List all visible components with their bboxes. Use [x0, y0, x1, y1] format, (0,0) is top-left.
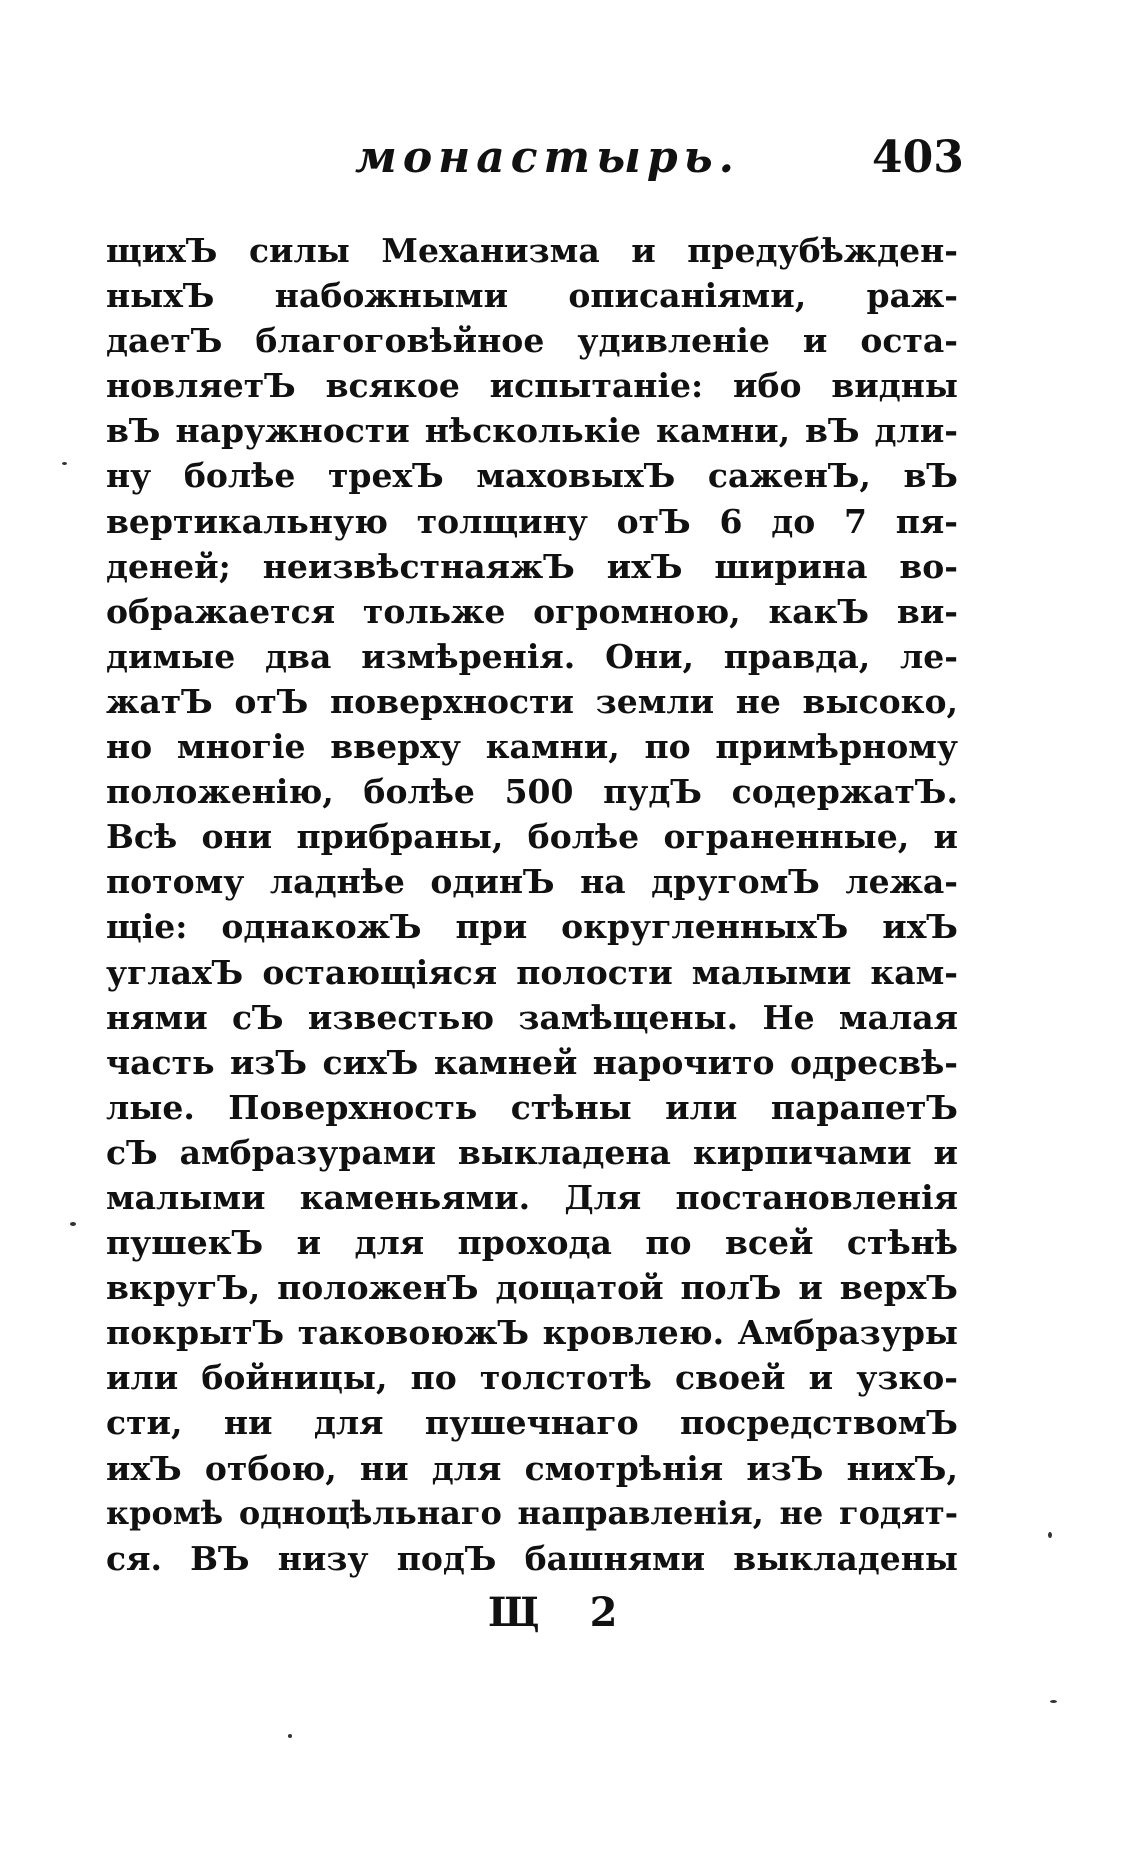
text-line: вкругЪ, положенЪ дощатой полЪ и верхЪ [106, 1268, 958, 1308]
text-line: сти, ни для пушечнаго посредствомЪ [106, 1403, 958, 1443]
print-speck [1050, 1700, 1057, 1703]
print-speck [62, 462, 67, 465]
text-line: даетЪ благоговѣйное удивленiе и оста- [106, 321, 958, 361]
text-line: Всѣ они прибраны, болѣе ограненные, и [106, 817, 958, 857]
text-line: часть изЪ сихЪ камней нарочито одресвѣ- [106, 1042, 958, 1082]
page-number: 403 [872, 132, 964, 183]
print-speck [288, 1734, 292, 1738]
text-line: положенiю, болѣе 500 пудЪ содержатЪ. [106, 772, 958, 812]
text-line: кромѣ одноцѣльнаго направленiя, не годят- [106, 1493, 958, 1532]
text-line: потому ладнѣе одинЪ на другомЪ лежа- [106, 862, 958, 902]
text-line: деней; неизвѣстнаяжЪ ихЪ ширина во- [106, 546, 958, 586]
text-line: новляетЪ всякое испытанiе: ибо видны [106, 366, 958, 406]
text-line: ихЪ отбою, ни для смотрѣнiя изЪ нихЪ, [106, 1448, 958, 1488]
text-line: щiе: однакожЪ при округленныхЪ ихЪ [106, 907, 958, 947]
text-line: сЪ амбразурами выкладена кирпичами и [106, 1132, 958, 1172]
text-line: или бойницы, по толстотѣ своей и узко- [106, 1358, 958, 1398]
text-line: но многiе вверху камни, по примѣрному [106, 727, 958, 767]
text-line: пушекЪ и для прохода по всей стѣнѣ [106, 1223, 958, 1263]
text-line: ныхЪ набожными описанiями, раж- [106, 276, 958, 316]
text-line: лые. Поверхность стѣны или парапетЪ [106, 1087, 958, 1127]
text-line: ся. ВЪ низу подЪ башнями выкладены [106, 1538, 958, 1578]
running-head [0, 128, 1140, 198]
body-text [106, 228, 958, 1581]
text-line: вертикальную толщину отЪ 6 до 7 пя- [106, 501, 958, 541]
text-line: вЪ наружности нѣсколькiе камни, вЪ дли- [106, 411, 958, 451]
text-line: ображается тольже огромною, какЪ ви- [106, 591, 958, 631]
text-line: димые два измѣренiя. Они, правда, ле- [106, 636, 958, 676]
text-line: жатЪ отЪ поверхности земли не высоко, [106, 681, 958, 721]
signature-mark: Щ 2 [488, 1589, 636, 1636]
text-line: щихЪ силы Механизма и предубѣжден- [106, 231, 958, 270]
text-line: углахЪ остающiяся полости малыми кам- [106, 952, 958, 992]
text-line: нями сЪ известью замѣщены. Не малая [106, 997, 958, 1037]
text-line: ну болѣе трехЪ маховыхЪ саженЪ, вЪ [106, 456, 958, 496]
print-speck [1048, 1532, 1052, 1538]
print-speck [70, 1222, 76, 1226]
text-line: покрытЪ таковоюжЪ кровлею. Амбразуры [106, 1313, 958, 1353]
text-line: малыми каменьями. Для постановленiя [106, 1177, 958, 1217]
running-title: монастырь. [355, 132, 740, 183]
